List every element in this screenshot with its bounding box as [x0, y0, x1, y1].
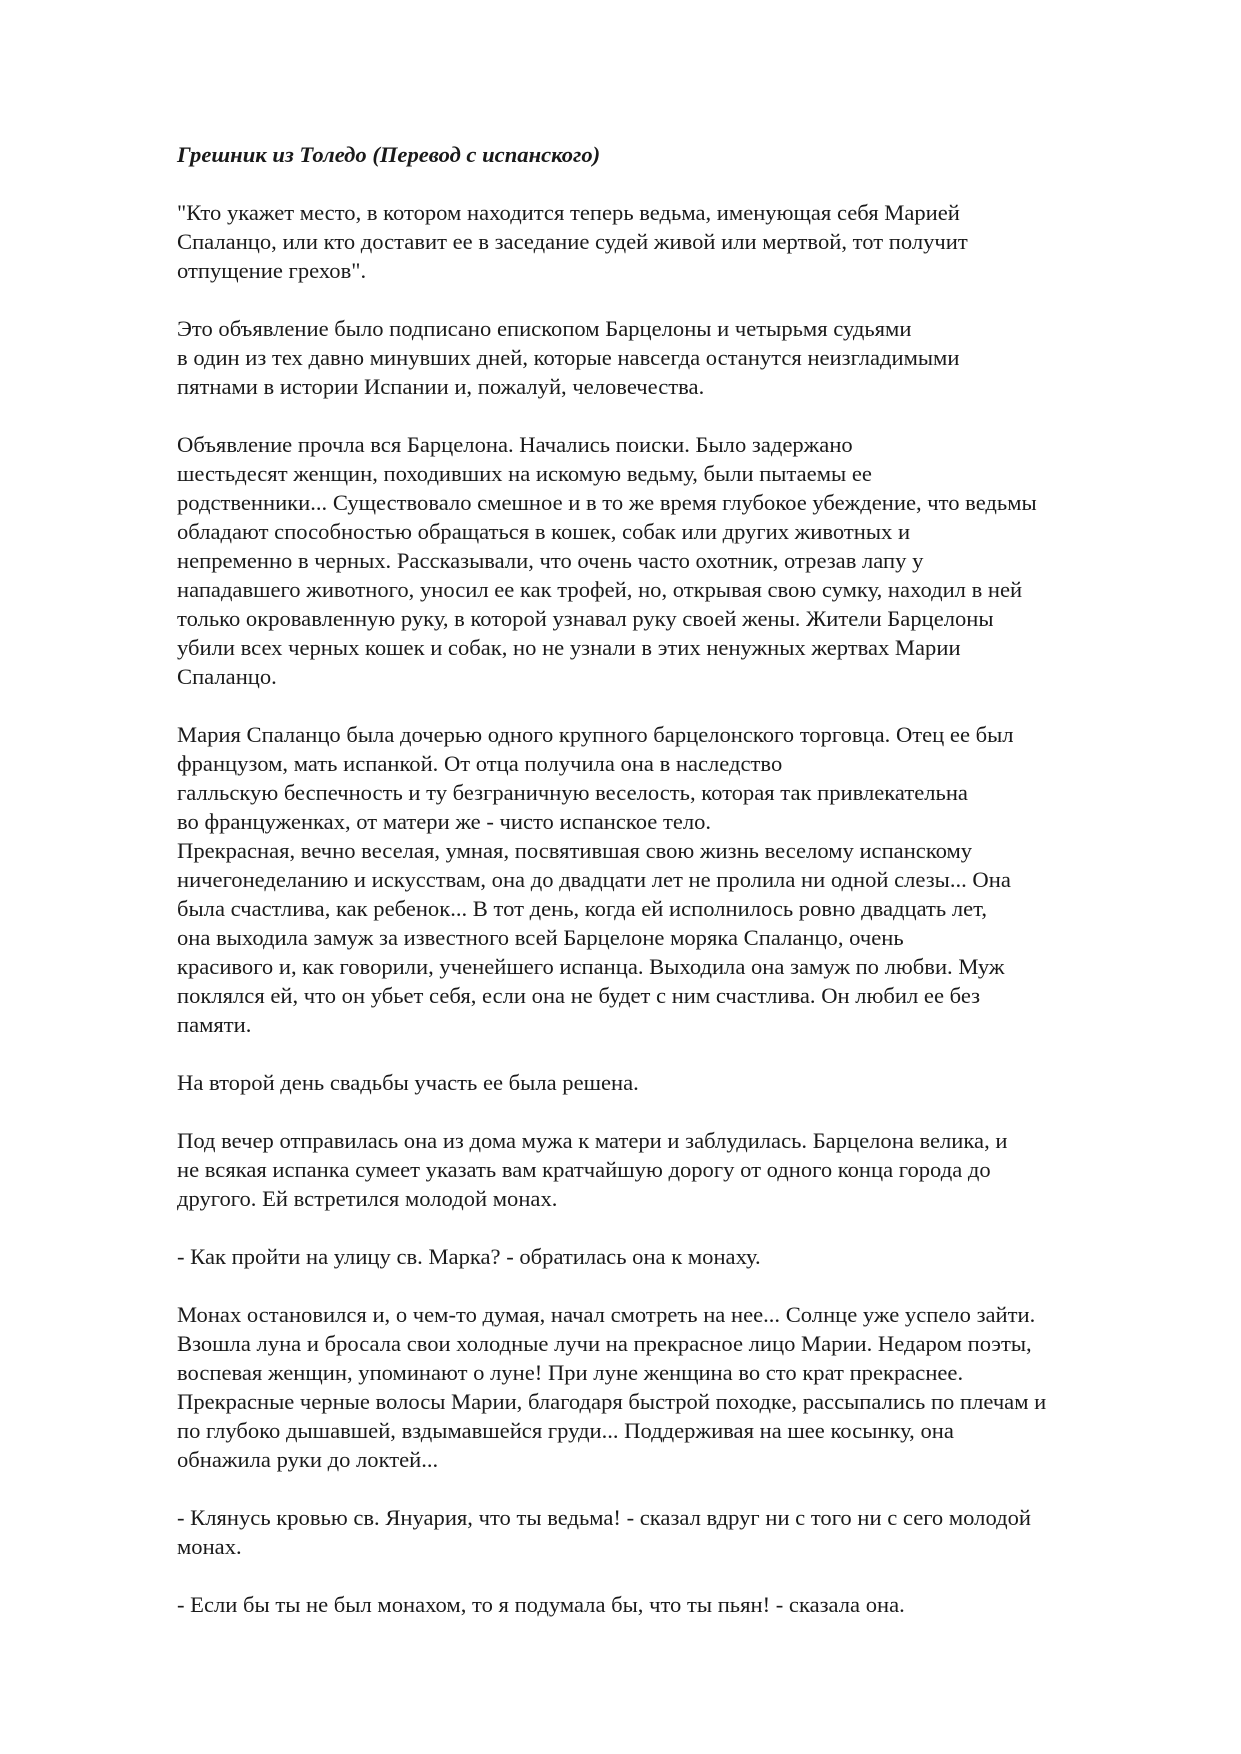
paragraph-gap [177, 1213, 1167, 1242]
text-line: Монах остановился и, о чем-то думая, начал смотреть на нее... Солнце уже успело зайти. [177, 1302, 1036, 1327]
text-line: - Если бы ты не был монахом, то я подумала бы, что ты пьян! - сказала она. [177, 1592, 905, 1617]
text-line: Спаланцо. [177, 664, 277, 689]
text-line: На второй день свадьбы участь ее была решена. [177, 1070, 639, 1095]
text-line: Спаланцо, или кто доставит ее в заседание судей живой или мертвой, тот получит [177, 229, 968, 254]
text-line: убили всех черных кошек и собак, но не узнали в этих ненужных жертвах Марии [177, 635, 961, 660]
text-line: по глубоко дышавшей, вздымавшейся груди... Поддерживая на шее косынку, она [177, 1418, 954, 1443]
text-line: Взошла луна и бросала свои холодные лучи на прекрасное лицо Марии. Недаром поэты, [177, 1331, 1032, 1356]
paragraph [177, 1068, 1167, 1097]
paragraph-gap [177, 169, 1167, 198]
paragraph [177, 1300, 1167, 1474]
paragraph [177, 1503, 1167, 1561]
text-line: шестьдесят женщин, походивших на искомую ведьму, были пытаемы ее [177, 461, 872, 486]
text-line: пятнами в истории Испании и, пожалуй, человечества. [177, 374, 705, 399]
text-line: монах. [177, 1534, 242, 1559]
paragraph-gap [177, 1271, 1167, 1300]
document-page [177, 140, 1167, 1619]
text-line: - Как пройти на улицу св. Марка? - обратилась она к монаху. [177, 1244, 761, 1269]
text-line: Мария Спаланцо была дочерью одного крупного барцелонского торговца. Отец ее был [177, 722, 1014, 747]
paragraph-gap [177, 285, 1167, 314]
text-line: "Кто укажет место, в котором находится теперь ведьма, именующая себя Марией [177, 200, 960, 225]
text-line: обладают способностью обращаться в кошек, собак или других животных и [177, 519, 911, 544]
text-line: во француженках, от матери же - чисто испанское тело. [177, 809, 712, 834]
text-line: Под вечер отправилась она из дома мужа к матери и заблудилась. Барцелона велика, и [177, 1128, 1008, 1153]
text-line: поклялся ей, что он убьет себя, если она не будет с ним счастлива. Он любил ее без [177, 983, 981, 1008]
paragraph [177, 430, 1167, 691]
text-line: Это объявление было подписано епископом Барцелоны и четырьмя судьями [177, 316, 912, 341]
text-line: Прекрасные черные волосы Марии, благодаря быстрой походке, рассыпались по плечам и [177, 1389, 1047, 1414]
paragraph [177, 198, 1167, 285]
text-line: галльскую беспечность и ту безграничную веселость, которая так привлекательна [177, 780, 968, 805]
paragraph-gap [177, 1097, 1167, 1126]
paragraph-gap [177, 401, 1167, 430]
paragraph [177, 1590, 1167, 1619]
paragraph-gap [177, 1474, 1167, 1503]
text-line: не всякая испанка сумеет указать вам кратчайшую дорогу от одного конца города до [177, 1157, 991, 1182]
paragraph-gap [177, 691, 1167, 720]
text-line: была счастлива, как ребенок... В тот день, когда ей исполнилось ровно двадцать лет, [177, 896, 987, 921]
document-body [177, 198, 1167, 1619]
paragraph [177, 720, 1167, 1039]
text-line: отпущение грехов". [177, 258, 367, 283]
text-line: в один из тех давно минувших дней, которые навсегда останутся неизгладимыми [177, 345, 960, 370]
text-line: - Клянусь кровью св. Януария, что ты ведьма! - сказал вдруг ни с того ни с сего молодой [177, 1505, 1031, 1530]
text-line: французом, мать испанкой. От отца получила она в наследство [177, 751, 783, 776]
text-line: нападавшего животного, уносил ее как трофей, но, открывая свою сумку, находил в ней [177, 577, 1023, 602]
text-line: другого. Ей встретился молодой монах. [177, 1186, 558, 1211]
paragraph [177, 1126, 1167, 1213]
text-line: воспевая женщин, упоминают о луне! При луне женщина во сто крат прекраснее. [177, 1360, 964, 1385]
paragraph-gap [177, 1039, 1167, 1068]
paragraph [177, 1242, 1167, 1271]
text-line: Объявление прочла вся Барцелона. Начались поиски. Было задержано [177, 432, 853, 457]
text-line: родственники... Существовало смешное и в то же время глубокое убеждение, что ведьмы [177, 490, 1037, 515]
text-line: она выходила замуж за известного всей Барцелоне моряка Спаланцо, очень [177, 925, 904, 950]
text-line: красивого и, как говорили, ученейшего испанца. Выходила она замуж по любви. Муж [177, 954, 1005, 979]
text-line: только окровавленную руку, в которой узнавал руку своей жены. Жители Барцелоны [177, 606, 994, 631]
text-line: ничегонеделанию и искусствам, она до двадцати лет не пролила ни одной слезы... Она [177, 867, 1011, 892]
paragraph-gap [177, 1561, 1167, 1590]
text-line: Прекрасная, вечно веселая, умная, посвятившая свою жизнь веселому испанскому [177, 838, 973, 863]
document-title: Грешник из Толедо (Перевод с испанского) [177, 142, 601, 167]
text-line: памяти. [177, 1012, 252, 1037]
text-line: обнажила руки до локтей... [177, 1447, 439, 1472]
paragraph [177, 314, 1167, 401]
text-line: непременно в черных. Рассказывали, что очень часто охотник, отрезав лапу у [177, 548, 924, 573]
